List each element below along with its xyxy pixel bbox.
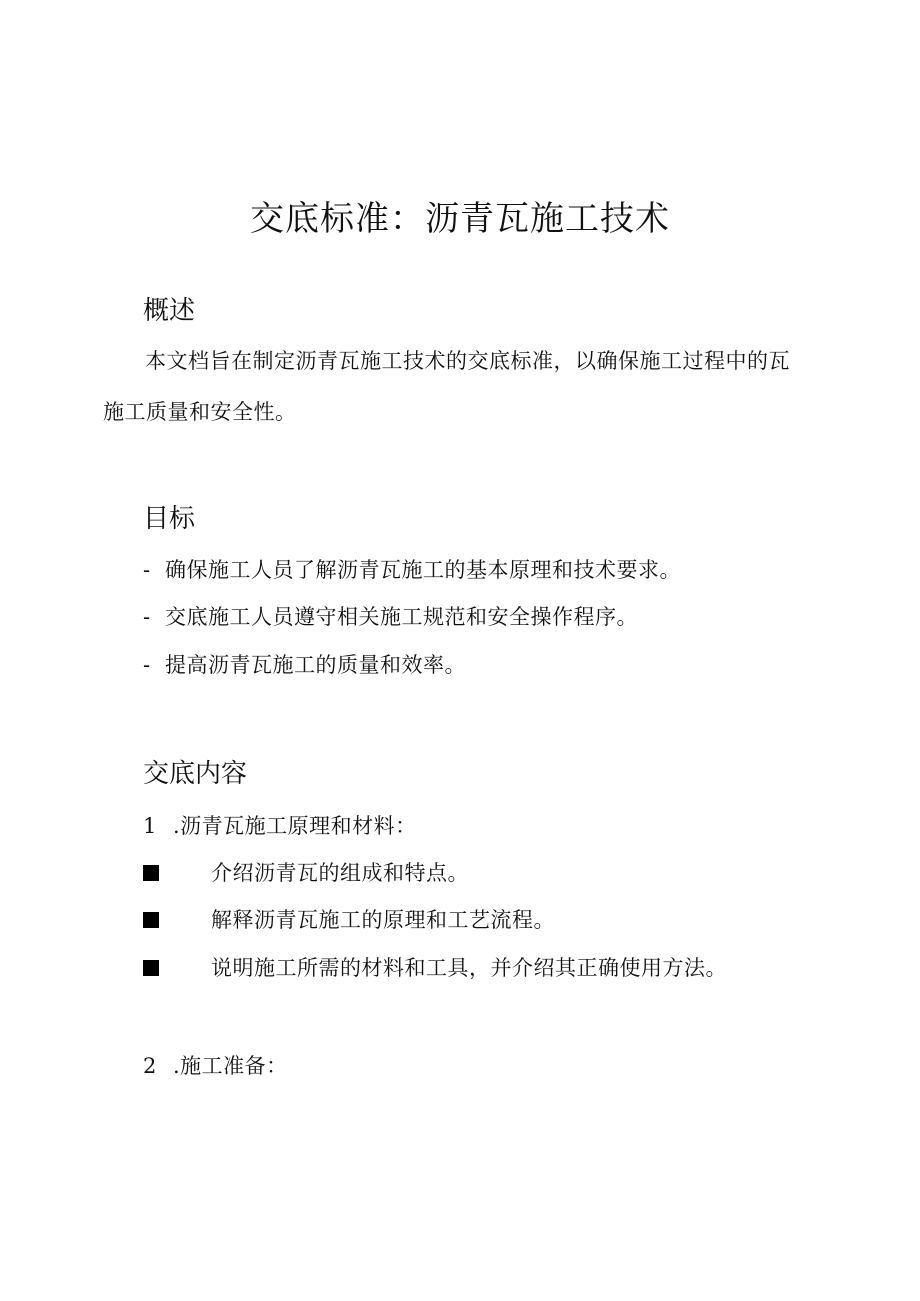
dash-bullet: - [143,605,151,629]
subsection-number: 2 [143,1054,157,1078]
bullet-text: 介绍沥青瓦的组成和特点。 [211,861,469,885]
square-bullet-icon [143,960,159,976]
subsection-1-title [143,811,417,841]
content-bullet-item [143,953,727,983]
square-bullet-icon [143,912,159,928]
subsection-title-text: .施工准备： [173,1054,288,1078]
goal-item [143,650,466,680]
dash-bullet: - [143,558,151,582]
overview-paragraph: 本文档旨在制定沥青瓦施工技术的交底标准，以确保施工过程中的瓦施工质量和安全性。 [103,349,790,424]
content-bullet-item [143,858,469,888]
subsection-2-title [143,1051,288,1081]
overview-heading: 概述 [143,296,196,326]
dash-bullet: - [143,653,151,677]
bullet-text: 解释沥青瓦施工的原理和工艺流程。 [211,908,555,932]
goal-text: 提高沥青瓦施工的质量和效率。 [165,653,466,677]
goal-text: 确保施工人员了解沥青瓦施工的基本原理和技术要求。 [165,558,681,582]
bullet-text: 说明施工所需的材料和工具，并介绍其正确使用方法。 [211,956,727,980]
subsection-title-text: .沥青瓦施工原理和材料： [173,814,417,838]
goals-heading: 目标 [143,504,196,534]
content-bullet-item [143,905,555,935]
subsection-number: 1 [143,814,157,838]
goal-text: 交底施工人员遵守相关施工规范和安全操作程序。 [165,605,638,629]
document-title: 交底标准：沥青瓦施工技术 [250,198,670,239]
content-heading: 交底内容 [143,759,248,789]
square-bullet-icon [143,865,159,881]
goal-item [143,555,681,585]
goal-item [143,602,638,632]
